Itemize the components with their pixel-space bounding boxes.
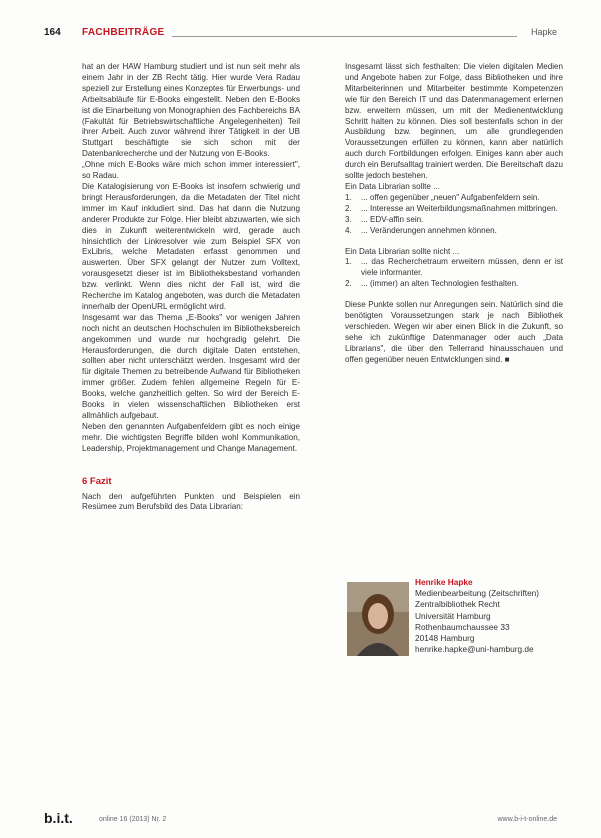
list-item — [345, 279, 563, 290]
section-title: FACHBEITRÄGE — [82, 27, 165, 38]
list-number: 3. — [345, 214, 352, 224]
author-contact — [415, 577, 539, 655]
list-number: 1. — [345, 192, 352, 202]
list-number: 4. — [345, 225, 352, 235]
list-text: ... EDV-affin sein. — [361, 214, 424, 224]
list-text: ... (immer) an alten Technologien festhalten. — [361, 279, 519, 289]
page-footer — [44, 812, 557, 828]
list-number: 2. — [345, 279, 352, 289]
author-name: Henrike Hapke — [415, 577, 473, 587]
list-text: ... offen gegenüber „neuen" Aufgabenfeldern sein. — [361, 192, 540, 202]
list-text: ... das Recherchetraum erweitern müssen, denn er ist viele informanter. — [361, 257, 563, 278]
list-item — [345, 204, 563, 215]
list-item — [345, 215, 563, 226]
header-rule — [172, 36, 517, 37]
list-number: 1. — [345, 257, 352, 267]
list-item — [345, 257, 563, 279]
list-text: ... Interesse an Weiterbildungsmaßnahmen mitbringen. — [361, 203, 558, 213]
paragraph: Nach den aufgeführten Punkten und Beispielen ein Resümee zum Berufsbild des Data Librarian: — [82, 491, 300, 512]
page-number: 164 — [44, 27, 61, 38]
issue-info: online 16 (2013) Nr. 2 — [99, 816, 167, 823]
section-heading-fazit: 6 Fazit — [82, 475, 112, 487]
list-item — [345, 226, 563, 237]
paragraph: Insgesamt lässt sich festhalten: Die vielen digitalen Medien und Angebote haben zur Folge, dass Bibliotheken und ihre Mitarbeiterinnen und Mitarbeiter bestimmte Kompetenzen wie für den Bereich IT und das Datenmanagement erlernen bzw. erweitern müssen, um mit der Medienentwicklung Schritt halten zu können. Dies soll bestenfalls schon in der Ausbildung bzw. beginnen, um alle grundlegenden Voraussetzungen erfüllen zu können, kann aber natürlich auch durch Fortbildungen erfolgen. Einiges kann aber auch durch ein Berufsalltag trainiert werden. Die Bereitschaft dazu sollte jedoch bestehen. — [345, 62, 563, 181]
paragraph: Neben den genannten Aufgabenfeldern gibt es noch einige mehr. Die wichtigsten Begriffe bilden wohl Kommunikation, Leadership, Projektmanagement und Change Management. — [82, 421, 300, 453]
paragraph: Die Katalogisierung von E-Books ist insofern schwierig und bringt Herausforderungen, da die Metadaten der Titel nicht immer im Kauf inkludiert sind. Das hat dann die Nutzung anderer Produkte zur Folge. Hier bleibt abzuwarten, wie sich dies in Zukunft weiterentwickeln wird, gerade auch hinsichtlich der Linkresolver wie zum Beispiel SFX von ExLibris, welche Metadaten erfasst genommen und auswerten. Über SFX gelangt der Nutzer zum Volltext, vorausgesetzt dieser ist im Bibliotheksbestand vorhanden bzw. verlinkt. Wenn dies nicht der Fall ist, wird die Recherche im Katalog angeboten, was durch die Metadaten innerhalb der OpenURL ermöglicht wird. — [82, 181, 300, 311]
list-text: ... Veränderungen annehmen können. — [361, 225, 497, 235]
bio-line: Universität Hamburg — [415, 610, 491, 621]
bio-line: Medienbearbeitung (Zeitschriften) — [415, 588, 540, 599]
bio-line: Zentralbibliothek Recht — [415, 599, 500, 610]
author-email[interactable]: henrike.hapke@uni-hamburg.de — [415, 644, 534, 655]
list-intro-should: Ein Data Librarian sollte ... — [345, 181, 440, 191]
bio-line: Rothenbaumchaussee 33 — [415, 621, 510, 632]
list-number: 2. — [345, 203, 352, 213]
should-list — [345, 193, 563, 237]
author-photo — [347, 582, 409, 656]
should-not-list — [345, 257, 563, 290]
left-column — [82, 62, 300, 513]
page-header — [44, 27, 557, 41]
spacer — [345, 290, 563, 300]
journal-logo: b.i.t. — [44, 810, 73, 826]
journal-url[interactable]: www.b-i-t-online.de — [497, 816, 557, 823]
author-bio — [345, 577, 565, 667]
quote-paragraph: „Ohne mich E-Books wäre mich schon immer interessiert", so Radau. — [82, 160, 300, 181]
running-author: Hapke — [530, 27, 557, 37]
list-intro-should-not: Ein Data Librarian sollte nicht ... — [345, 246, 460, 256]
paragraph: Diese Punkte sollen nur Anregungen sein. Natürlich sind die benötigten Voraussetzungen stark je nach Bibliothek verschieden. Wegen wir aber einen Blick in die Zukunft, so sehe ich zukünftige Datenmanager oder auch „Data Librarians", die über den Tellerrand hinausschauen und offen gegenüber neuen Entwicklungen sind. ■ — [345, 300, 563, 364]
list-item — [345, 193, 563, 204]
paragraph: Insgesamt war das Thema „E-Books" vor wenigen Jahren noch nicht an deutschen Hochschulen im Bibliotheksbereich angekommen und wurde nur hochgradig gelehrt. Die Herausforderungen, die durch digitale Daten entstehen, sollten aber nicht unterschätzt werden. Insgesamt wird der für digitale Themen zu betreibende Aufwand für Bibliotheken immer größer. Zudem fehlen allgemeine Regeln für E-Books, welche ganzheitlich gelten. So wird der Bereich E-Books in vielen wissenschaftlichen Bibliotheken erst allmählich aufgebaut. — [82, 312, 300, 420]
paragraph: hat an der HAW Hamburg studiert und ist nun seit mehr als einem Jahr in der ZB Recht tätig. Hier wurde Vera Radau speziell zur Erstellung eines Konzeptes für Erwerbungs- und Arbeitsabläufe für E-Books eingestellt. Neben den E-Books ist die Einarbeitung von Monographien des Fachbereichs BA (Fakultät für Betriebswirtschaftliche Angelegenheiten) Teil ihrer Arbeit. Auch zuvor während ihrer Tätigkeit in der UB Stuttgart beschäftigte sie sich schon mit der Datenbankrecherche und der Nutzung von E-Books. — [82, 62, 300, 159]
bio-line: 20148 Hamburg — [415, 633, 475, 644]
right-column — [345, 62, 563, 366]
spacer — [345, 237, 563, 247]
portrait-image — [347, 582, 409, 656]
